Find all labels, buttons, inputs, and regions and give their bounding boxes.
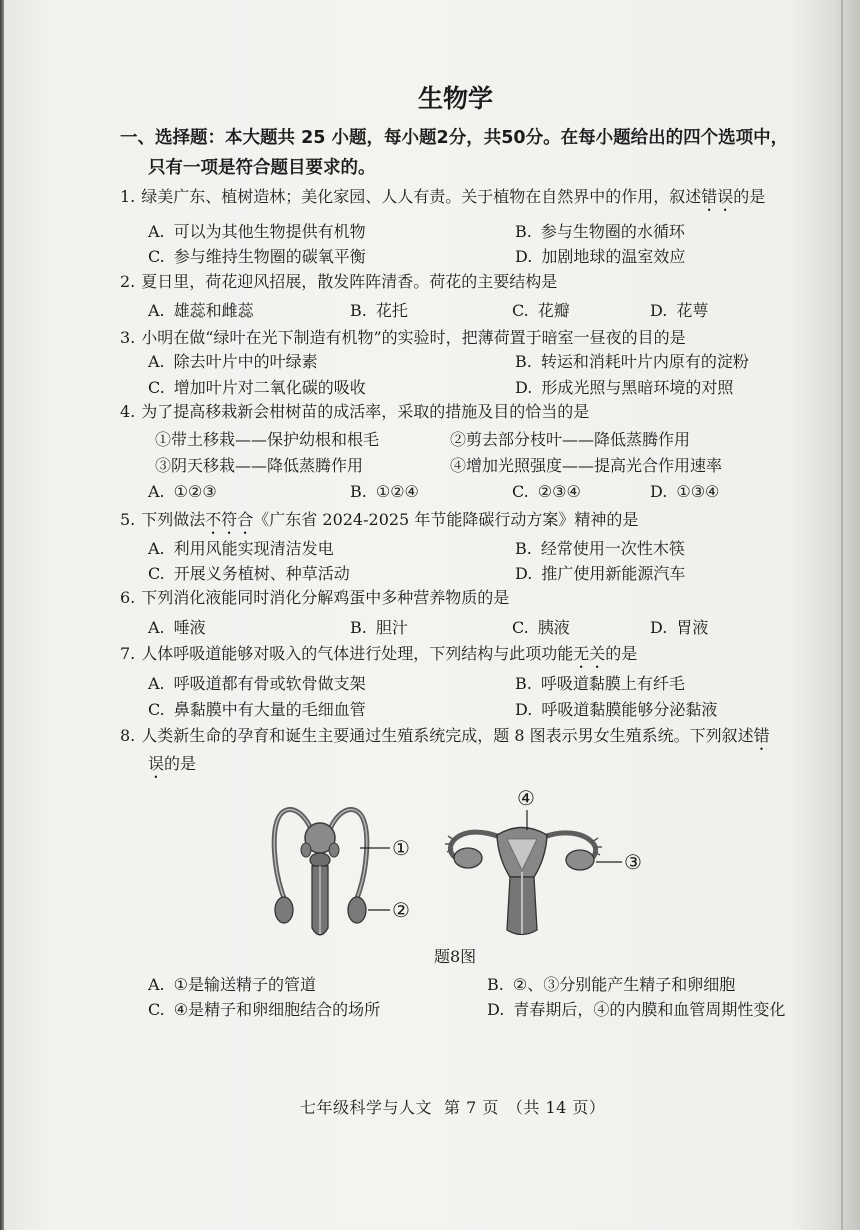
reproductive-system-figure: [250, 780, 650, 950]
option-letter: A.: [148, 618, 165, 637]
option-text: 除去叶片中的叶绿素: [173, 352, 318, 371]
ovary-right: [566, 850, 594, 870]
question-number: 1.: [120, 187, 136, 206]
option-letter: B.: [515, 674, 532, 693]
option-letter: C.: [148, 564, 165, 583]
male-reproductive-system: [274, 810, 367, 935]
question-5-option-a: [148, 539, 334, 559]
question-7-option-d: [515, 700, 717, 720]
seminal-vesicle-right: [329, 843, 339, 857]
option-text: 胃液: [676, 618, 709, 637]
question-7-stem: [120, 644, 637, 672]
stem-text: 为了提高移栽新会柑树苗的成活率，采取的措施及目的恰当的是: [141, 402, 590, 421]
option-text: ④是精子和卵细胞结合的场所: [173, 1000, 381, 1019]
option-text: ①②③: [173, 482, 217, 501]
question-4-stem: [120, 402, 589, 422]
question-5-option-c: [148, 564, 350, 584]
female-reproductive-system: [445, 828, 602, 935]
stem-text: 人体呼吸道能够对吸入的气体进行处理，下列结构与此项功能: [141, 644, 574, 663]
stem-text: 小明在做“绿叶在光下制造有机物”的实验时，把薄荷置于暗室一昼夜的目的是: [141, 328, 686, 347]
question-3-option-a: [148, 352, 318, 372]
question-1-option-c: [148, 247, 366, 267]
stem-text: 的是: [733, 187, 766, 206]
option-text: 利用风能实现清洁发电: [173, 539, 334, 558]
option-letter: C.: [512, 301, 529, 320]
label-4: ④: [517, 786, 535, 810]
question-4-option-c: [512, 482, 581, 502]
question-7-option-a: [148, 674, 366, 694]
option-text: ①是输送精子的管道: [173, 975, 316, 994]
stem-text: 的是: [164, 754, 197, 773]
option-text: 花瓣: [537, 301, 570, 320]
stem-text: 下列消化液能同时消化分解鸡蛋中多种营养物质的是: [141, 588, 510, 607]
question-3-option-b: [515, 352, 749, 372]
question-3-option-c: [148, 378, 366, 398]
question-6-option-a: [148, 618, 206, 638]
question-3-option-d: [515, 378, 733, 398]
question-4-option-d: [650, 482, 719, 502]
option-text: 呼吸道都有骨或软骨做支架: [173, 674, 366, 693]
option-text: ②③④: [537, 482, 581, 501]
option-letter: C.: [512, 618, 529, 637]
question-6-option-c: [512, 618, 570, 638]
emphasized-text: 误: [148, 754, 165, 773]
footer-subject: 七年级科学与人文: [300, 1098, 433, 1117]
option-text: 加剧地球的温室效应: [541, 247, 686, 266]
testis-left: [275, 897, 293, 923]
option-letter: A.: [148, 482, 165, 501]
option-text: 可以为其他生物提供有机物: [173, 222, 366, 241]
section-heading-line1: 一、选择题：本大题共 25 小题，每小题2分，共50分。在每小题给出的四个选项中，: [120, 128, 789, 148]
option-letter: B.: [515, 222, 532, 241]
question-4-item-2: ②剪去部分枝叶——降低蒸腾作用: [450, 430, 691, 449]
option-text: ②、③分别能产生精子和卵细胞: [512, 975, 736, 994]
question-number: 3.: [120, 328, 136, 347]
option-text: 呼吸道黏膜上有纤毛: [540, 674, 685, 693]
option-letter: A.: [148, 352, 165, 371]
option-text: 唾液: [173, 618, 206, 637]
question-7-option-c: [148, 700, 366, 720]
option-text: 呼吸道黏膜能够分泌黏液: [541, 700, 718, 719]
emphasized-text: 不符合: [205, 510, 254, 529]
option-letter: D.: [515, 700, 533, 719]
option-text: 花萼: [676, 301, 709, 320]
option-letter: B.: [487, 975, 504, 994]
question-3-stem: [120, 328, 686, 348]
question-4-item-3: ③阴天移栽——降低蒸腾作用: [155, 456, 364, 475]
option-text: 花托: [375, 301, 408, 320]
stem-text: 人类新生命的孕育和诞生主要通过生殖系统完成，题 8 图表示男女生殖系统。下列叙述: [141, 726, 754, 745]
question-8-option-d: [487, 1000, 785, 1020]
option-letter: D.: [515, 564, 533, 583]
option-text: 雄蕊和雌蕊: [173, 301, 254, 320]
question-7-option-b: [515, 674, 685, 694]
question-8-option-c: [148, 1000, 380, 1020]
option-letter: C.: [148, 378, 165, 397]
question-5-option-b: [515, 539, 685, 559]
question-2-option-d: [650, 301, 708, 321]
option-letter: A.: [148, 301, 165, 320]
option-text: ①③④: [676, 482, 720, 501]
option-text: 经常使用一次性木筷: [540, 539, 685, 558]
seminal-vesicle-left: [301, 843, 311, 857]
option-text: 增加叶片对二氧化碳的吸收: [173, 378, 366, 397]
question-6-option-b: [350, 618, 408, 638]
stem-text: 夏日里，荷花迎风招展，散发阵阵清香。荷花的主要结构是: [141, 272, 558, 291]
option-letter: C.: [148, 247, 165, 266]
question-number: 6.: [120, 588, 136, 607]
option-text: 胆汁: [375, 618, 408, 637]
question-8-stem-line1: [120, 726, 770, 754]
question-1-option-a: [148, 222, 366, 242]
label-3: ③: [624, 850, 642, 874]
question-1-option-d: [515, 247, 685, 267]
paper-edge-left: [0, 0, 4, 1230]
stem-text: 《广东省 2024-2025 年节能降碳行动方案》精神的是: [253, 510, 639, 529]
option-text: 形成光照与黑暗环境的对照: [541, 378, 734, 397]
question-5-option-d: [515, 564, 685, 584]
emphasized-text: 错: [753, 726, 770, 745]
option-text: 青春期后，④的内膜和血管周期性变化: [513, 1000, 786, 1019]
testis-right: [348, 897, 366, 923]
question-number: 2.: [120, 272, 136, 291]
option-letter: B.: [350, 618, 367, 637]
option-letter: B.: [350, 482, 367, 501]
option-text: 参与生物圈的水循环: [540, 222, 685, 241]
question-8-stem-line2: [148, 754, 196, 782]
stem-text: 下列做法: [141, 510, 206, 529]
question-number: 7.: [120, 644, 136, 663]
option-letter: D.: [487, 1000, 505, 1019]
page-footer: [300, 1098, 605, 1118]
question-2-option-c: [512, 301, 570, 321]
option-letter: D.: [650, 301, 668, 320]
question-number: 8.: [120, 726, 136, 745]
option-letter: C.: [148, 1000, 165, 1019]
question-1-option-b: [515, 222, 685, 242]
question-4-item-1: ①带土移栽——保护幼根和根毛: [155, 430, 380, 449]
question-4-option-a: [148, 482, 217, 502]
question-4-option-b: [350, 482, 419, 502]
option-letter: D.: [650, 482, 668, 501]
question-6-stem: [120, 588, 509, 608]
option-letter: B.: [515, 539, 532, 558]
option-letter: A.: [148, 222, 165, 241]
question-2-stem: [120, 272, 557, 292]
question-5-stem: [120, 510, 638, 538]
option-letter: D.: [515, 247, 533, 266]
question-6-option-d: [650, 618, 708, 638]
option-letter: C.: [512, 482, 529, 501]
question-8-option-b: [487, 975, 735, 995]
option-letter: B.: [515, 352, 532, 371]
question-2-option-b: [350, 301, 408, 321]
option-text: 推广使用新能源汽车: [541, 564, 686, 583]
stem-text: 绿美广东、植树造林；美化家园、人人有责。关于植物在自然界中的作用，叙述: [141, 187, 702, 206]
question-1-stem: [120, 187, 765, 215]
section-heading-line2: 只有一项是符合题目要求的。: [148, 158, 376, 178]
ovary-left: [454, 848, 482, 868]
option-letter: D.: [515, 378, 533, 397]
question-number: 5.: [120, 510, 136, 529]
question-4-item-4: ④增加光照强度——提高光合作用速率: [450, 456, 723, 475]
option-text: ①②④: [375, 482, 419, 501]
emphasized-text: 错误: [701, 187, 734, 206]
option-letter: A.: [148, 674, 165, 693]
prostate-gland: [310, 853, 330, 867]
option-letter: B.: [350, 301, 367, 320]
question-2-option-a: [148, 301, 254, 321]
option-text: 参与维持生物圈的碳氧平衡: [173, 247, 366, 266]
footer-total-pages: （共 14 页）: [506, 1098, 606, 1117]
option-text: 胰液: [537, 618, 570, 637]
option-letter: A.: [148, 539, 165, 558]
option-text: 转运和消耗叶片内原有的淀粉: [540, 352, 749, 371]
option-text: 开展义务植树、种草活动: [173, 564, 350, 583]
question-8-option-a: [148, 975, 316, 995]
label-1: ①: [392, 836, 410, 860]
figure-caption: 题8图: [434, 947, 477, 966]
option-letter: C.: [148, 700, 165, 719]
subject-title: 生物学: [418, 84, 494, 113]
emphasized-text: 无关: [573, 644, 606, 663]
stem-text: 的是: [605, 644, 638, 663]
option-letter: D.: [650, 618, 668, 637]
question-number: 4.: [120, 402, 136, 421]
option-letter: A.: [148, 975, 165, 994]
option-text: 鼻黏膜中有大量的毛细血管: [173, 700, 366, 719]
footer-page-number: 第 7 页: [444, 1098, 499, 1117]
label-2: ②: [392, 898, 410, 922]
paper-edge-right: [841, 0, 843, 1230]
